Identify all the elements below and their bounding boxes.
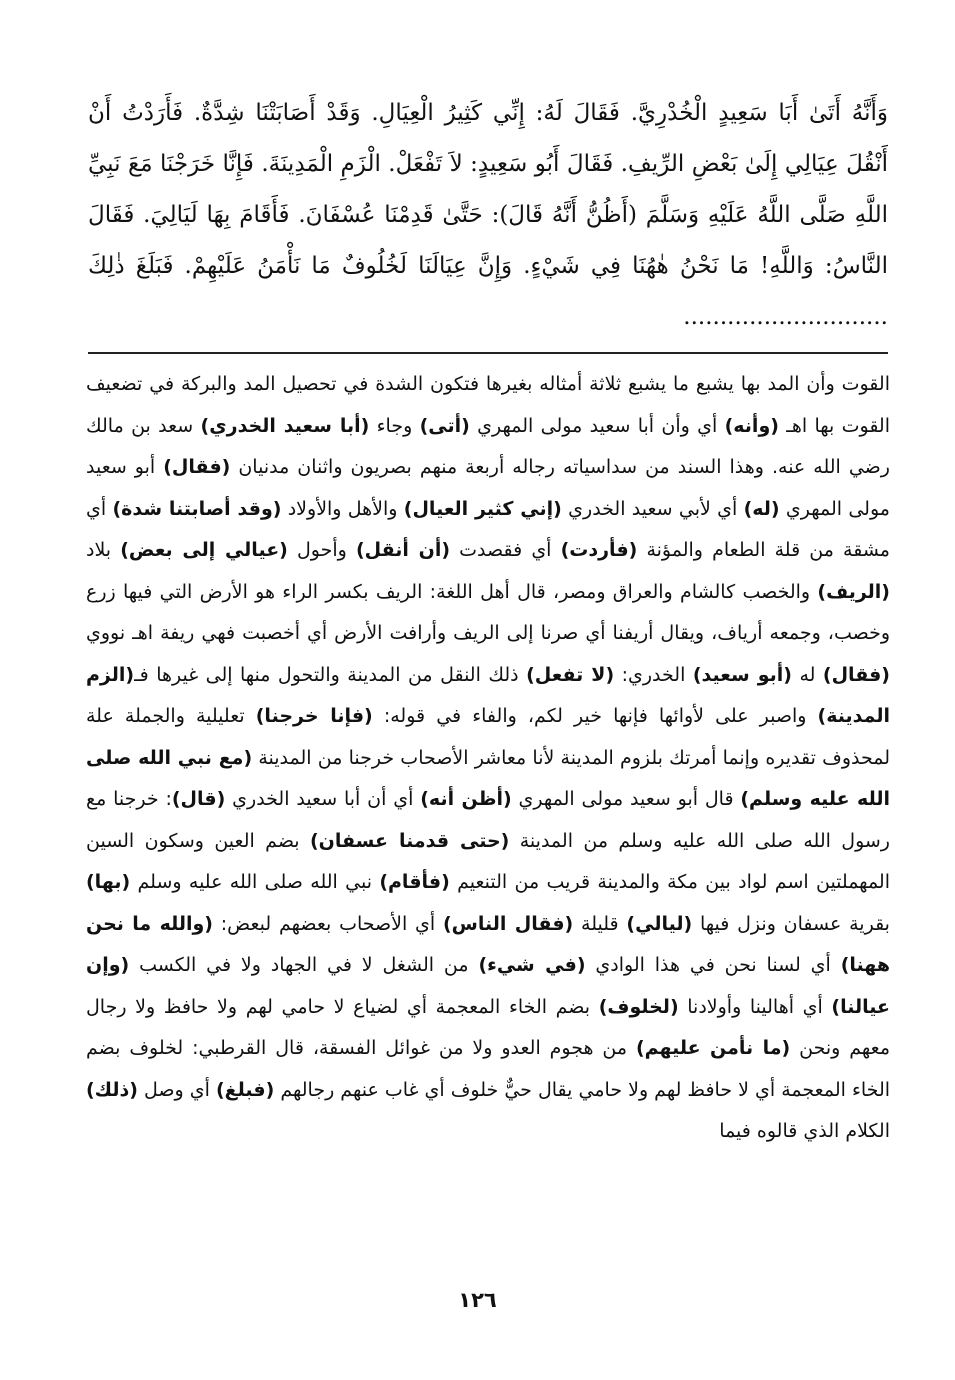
commentary-text: الخدري: [614, 663, 693, 686]
commentary-quoted-term: (ليالي) [626, 912, 693, 935]
commentary-quoted-term: (عيالي إلى بعض) [120, 539, 288, 561]
commentary-text: والأهل والأولاد [281, 497, 404, 520]
commentary-text: واصبر على لأوائها فإنها خير لكم، والفاء في قوله: [372, 705, 818, 727]
commentary-text: سعد بن مالك رضي الله عنه. وهذا السند من سداسياته رجاله أربعة منهم بصريون واثنان مدنيان [86, 414, 890, 478]
commentary-text: وجاء [369, 414, 420, 437]
commentary-text: نبي الله صلى الله عليه وسلم [130, 871, 380, 893]
commentary-text: القوت وأن المد بها يشبع ما يشبع ثلاثة أمثاله بغيرها فتكون الشدة في تحصيل المد والبركة في تضعيف القوت بها اهـ [86, 373, 890, 437]
commentary-text: تعليلية والجملة علة لمحذوف تقديره وإنما أمرتك بلزوم المدينة لأنا معاشر الأصحاب خرجنا من المدينة [86, 705, 891, 769]
commentary-text: أي فقصدت [450, 539, 561, 561]
commentary-quoted-term: (وقد أصابتنا شدة) [112, 497, 282, 520]
commentary-block [86, 364, 890, 1153]
commentary-quoted-term: (وإن عيالنا) [86, 954, 890, 1018]
commentary-quoted-term: (فأقام) [379, 871, 450, 893]
commentary-text: بقرية عسفان ونزل فيها [692, 912, 890, 935]
hadith-text-block [88, 88, 888, 343]
commentary-quoted-term: (فأردت) [560, 539, 638, 561]
commentary-text: أي لسنا نحن في هذا الوادي [585, 954, 841, 976]
commentary-quoted-term: (فقال الناس) [443, 912, 574, 935]
commentary-quoted-term: (أبا سعيد الخدري) [200, 414, 370, 437]
commentary-quoted-term: (أن أنقل) [355, 539, 451, 561]
commentary-quoted-term: (ما نأمن عليهم) [635, 1037, 791, 1059]
commentary-quoted-term: (بها) [86, 871, 131, 893]
commentary-text: وأحول [287, 539, 356, 561]
commentary-text: له [791, 663, 823, 686]
hadith-text: وَأَنَّهُ أَتَىٰ أَبَا سَعِيدٍ الْخُدْرِيَّ. فَقَالَ لَهُ: إِنِّي كَثِيرُ الْعِيَالِ. وَقَدْ أَصَابَتْنَا شِدَّةٌ. فَأَرَدْتُ أَنْ أَنْقُلَ عِيَالِي إِلَىٰ بَعْضِ الرِّيفِ. فَقَالَ أَبُو سَعِيدٍ: لاَ تَفْعَلْ. الْزَمِ الْمَدِينَةَ. فَإِنَّا خَرَجْنَا مَعَ نَبِيِّ اللَّهِ صَلَّى اللَّهُ عَلَيْهِ وَسَلَّمَ (أَظُنُّ أَنَّهُ قَالَ): حَتَّىٰ قَدِمْنَا عُسْفَانَ. فَأَقَامَ بِهَا لَيَالِيَ. فَقَالَ النَّاسُ: وَاللَّهِ! مَا نَحْنُ هٰهُنَا فِي شَيْءٍ. وَإِنَّ عِيَالَنَا لَخُلُوفٌ مَا نَأْمَنُ عَلَيْهِمْ. فَبَلَغَ ذٰلِكَ ............................ [88, 100, 888, 330]
commentary-text: أي أهالينا وأولادنا [678, 995, 832, 1018]
commentary-text: أي لأبي سعيد الخدري [561, 497, 744, 520]
commentary-paragraph [86, 364, 890, 1153]
commentary-quoted-term: (وأنه) [724, 414, 779, 437]
commentary-quoted-term: (له) [743, 497, 780, 520]
commentary-quoted-term: (فبلغ) [215, 1078, 275, 1101]
commentary-quoted-term: (قال) [171, 788, 226, 810]
commentary-text: بلاد [86, 539, 121, 561]
commentary-quoted-term: (أظن أنه) [420, 788, 512, 810]
commentary-quoted-term: (والله ما نحن ههنا) [86, 912, 890, 976]
commentary-quoted-term: (لا تفعل) [526, 663, 615, 686]
commentary-quoted-term: (فقال) [163, 456, 231, 478]
commentary-quoted-term: (فقال) [822, 663, 890, 686]
commentary-text: بضم العين وسكون السين المهملتين اسم لواد بين مكة والمدينة قريب من التنعيم [86, 829, 890, 893]
commentary-quoted-term: (أتى) [419, 414, 470, 437]
commentary-text: من هجوم العدو ولا من غوائل الفسقة، قال القرطبي: لخلوف بضم الخاء المعجمة أي لا حافظ لهم ولا حامي يقال حيٌّ خلوف أي غاب عنهم رجالهم [86, 1037, 891, 1101]
footnote-separator [88, 352, 888, 354]
commentary-quoted-term: (مع نبي الله صلى الله عليه وسلم) [86, 746, 890, 810]
commentary-text: والخصب كالشام والعراق ومصر، قال أهل اللغة: الريف بكسر الراء هو الأرض التي فيها زرع وخصب، وجمعه أرياف، ويقال أريفنا أي صرنا إلى الريف وأرافت الأرض أي أخصبت فهي ريفة اهـ نووي [86, 580, 890, 644]
commentary-text: من الشغل لا في الجهاد ولا في الكسب [129, 954, 479, 976]
commentary-quoted-term: (ذلك) [86, 1078, 138, 1101]
commentary-text: أبو سعيد مولى المهري [86, 456, 890, 520]
commentary-text: أي الأصحاب بعضهم لبعض: [212, 912, 443, 935]
commentary-text: بضم الخاء المعجمة أي لضياع لا حامي لهم ولا حافظ ولا رجال معهم ونحن [86, 995, 890, 1059]
commentary-text: أي أن أبا سعيد الخدري [225, 788, 421, 810]
commentary-quoted-term: (حتى قدمنا عسفان) [309, 829, 510, 852]
commentary-quoted-term: (الزم المدينة) [86, 663, 891, 727]
commentary-text: : خرجنا مع رسول الله صلى الله عليه وسلم من المدينة [86, 788, 890, 852]
commentary-text: قليلة [573, 912, 627, 935]
commentary-quoted-term: (فإنا خرجنا) [255, 705, 373, 727]
commentary-quoted-term: (أبو سعيد) [692, 663, 792, 686]
commentary-text: ذلك النقل من المدينة والتحول منها إلى غيرها فـ [134, 663, 527, 686]
commentary-text: قال أبو سعيد مولى المهري [511, 788, 741, 810]
commentary-quoted-term: (الريف) [817, 580, 890, 603]
page-number: ١٢٦ [458, 1288, 497, 1312]
commentary-text: أي وصل [137, 1078, 216, 1101]
commentary-text: أي وأن أبا سعيد مولى المهري [469, 414, 725, 437]
commentary-text: أي مشقة من قلة الطعام والمؤنة [86, 497, 890, 561]
commentary-text: الكلام الذي قالوه فيما [719, 1120, 890, 1142]
commentary-quoted-term: (إني كثير العيال) [403, 497, 562, 520]
commentary-quoted-term: (في شيء) [478, 954, 586, 976]
commentary-quoted-term: (لخلوف) [598, 995, 679, 1018]
